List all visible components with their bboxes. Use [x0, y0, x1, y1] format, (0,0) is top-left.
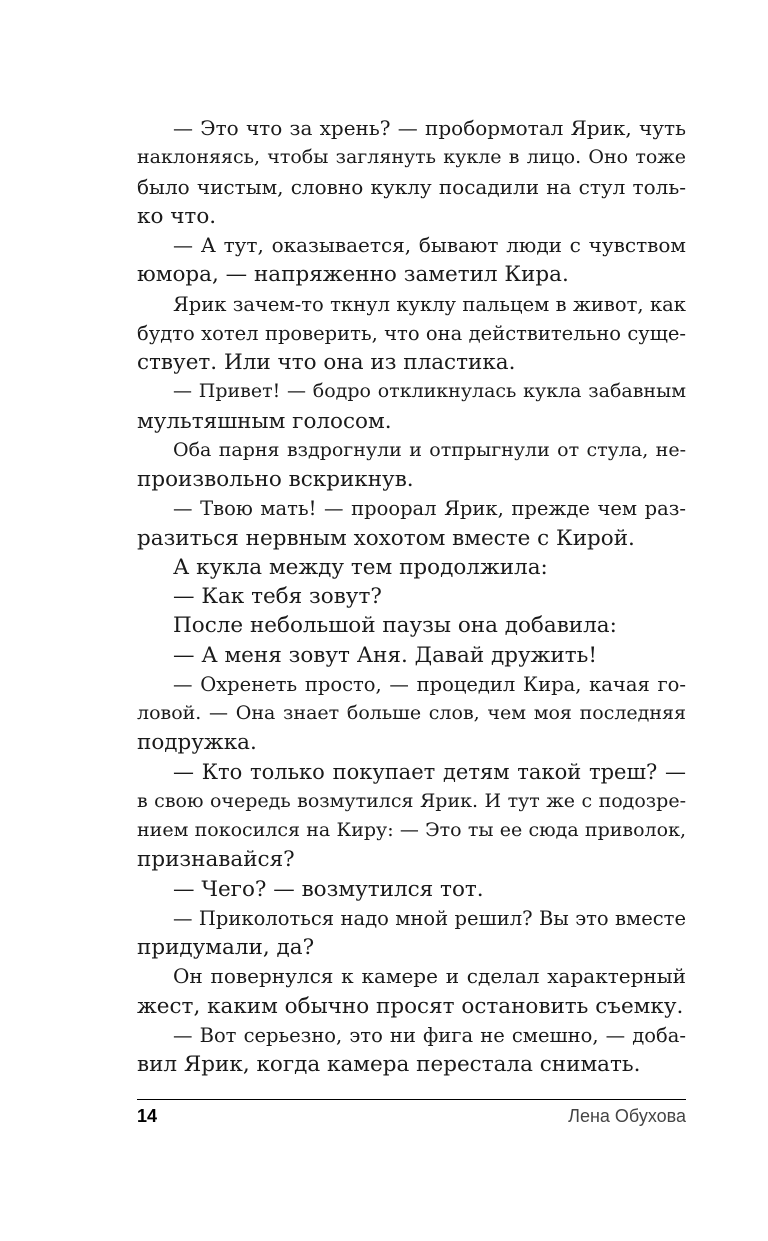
text-line: в свою очередь возмутился Ярик. И тут же с подозре- — [137, 789, 686, 812]
text-line: разиться нервным хохотом вместе с Кирой. — [137, 525, 635, 551]
text-line: ловой. — Она знает больше слов, чем моя последняя — [137, 702, 686, 724]
text-line: признавайся? — [137, 847, 295, 873]
footer-divider — [137, 1099, 686, 1100]
text-line: — Привет! — бодро откликнулась кукла забавным — [173, 380, 686, 403]
text-line: — Это что за хрень? — пробормотал Ярик, чуть — [173, 116, 686, 140]
body-text — [137, 114, 686, 1079]
text-line: подружка. — [137, 730, 257, 756]
page-number: 14 — [137, 1106, 158, 1126]
text-line: А кукла между тем продолжила: — [173, 554, 548, 580]
text-line: произвольно вскрикнув. — [137, 467, 414, 492]
text-line: было чистым, словно куклу посадили на стул толь- — [137, 174, 686, 199]
text-line: — Как тебя зовут? — [173, 584, 382, 609]
text-line: Ярик зачем-то ткнул куклу пальцем в живот, как — [173, 292, 686, 316]
text-line: будто хотел проверить, что она действительно суще- — [137, 321, 686, 345]
text-line: — Вот серьезно, это ни фига не смешно, — доба- — [173, 1023, 686, 1047]
text-line: ствует. Или что она из пластика. — [137, 350, 516, 375]
text-line: нием покосился на Киру: — Это ты ее сюда приволок, — [137, 819, 686, 841]
text-line: ко что. — [137, 203, 217, 229]
text-line: — А меня зовут Аня. Давай дружить! — [173, 642, 598, 668]
text-line: вил Ярик, когда камера перестала снимать. — [137, 1052, 641, 1077]
text-line: мультяшным голосом. — [137, 408, 392, 434]
text-line: — Кто только покупает детям такой треш? — — [173, 759, 686, 784]
text-line: После небольшой паузы она добавила: — [173, 613, 617, 639]
text-line: Он повернулся к камере и сделал характерный — [173, 964, 686, 989]
running-footer-author: Лена Обухова — [568, 1106, 686, 1126]
text-line: Оба парня вздрогнули и отпрыгнули от стула, не- — [173, 438, 686, 461]
text-line: — Твою мать! — проорал Ярик, прежде чем раз- — [173, 497, 686, 521]
text-line: — А тут, оказывается, бывают люди с чувством — [173, 233, 686, 257]
text-line: придумали, да? — [137, 935, 315, 960]
text-line: юмора, — напряженно заметил Кира. — [137, 262, 569, 288]
text-line: — Приколоться надо мной решил? Вы это вместе — [173, 906, 686, 930]
text-line: — Чего? — возмутился тот. — [173, 876, 484, 902]
text-line: — Охренеть просто, — процедил Кира, качая го- — [173, 672, 686, 696]
text-line: наклоняясь, чтобы заглянуть кукле в лицо. Оно тоже — [137, 146, 686, 169]
text-line: жест, каким обычно просят остановить съемку. — [137, 993, 684, 1019]
